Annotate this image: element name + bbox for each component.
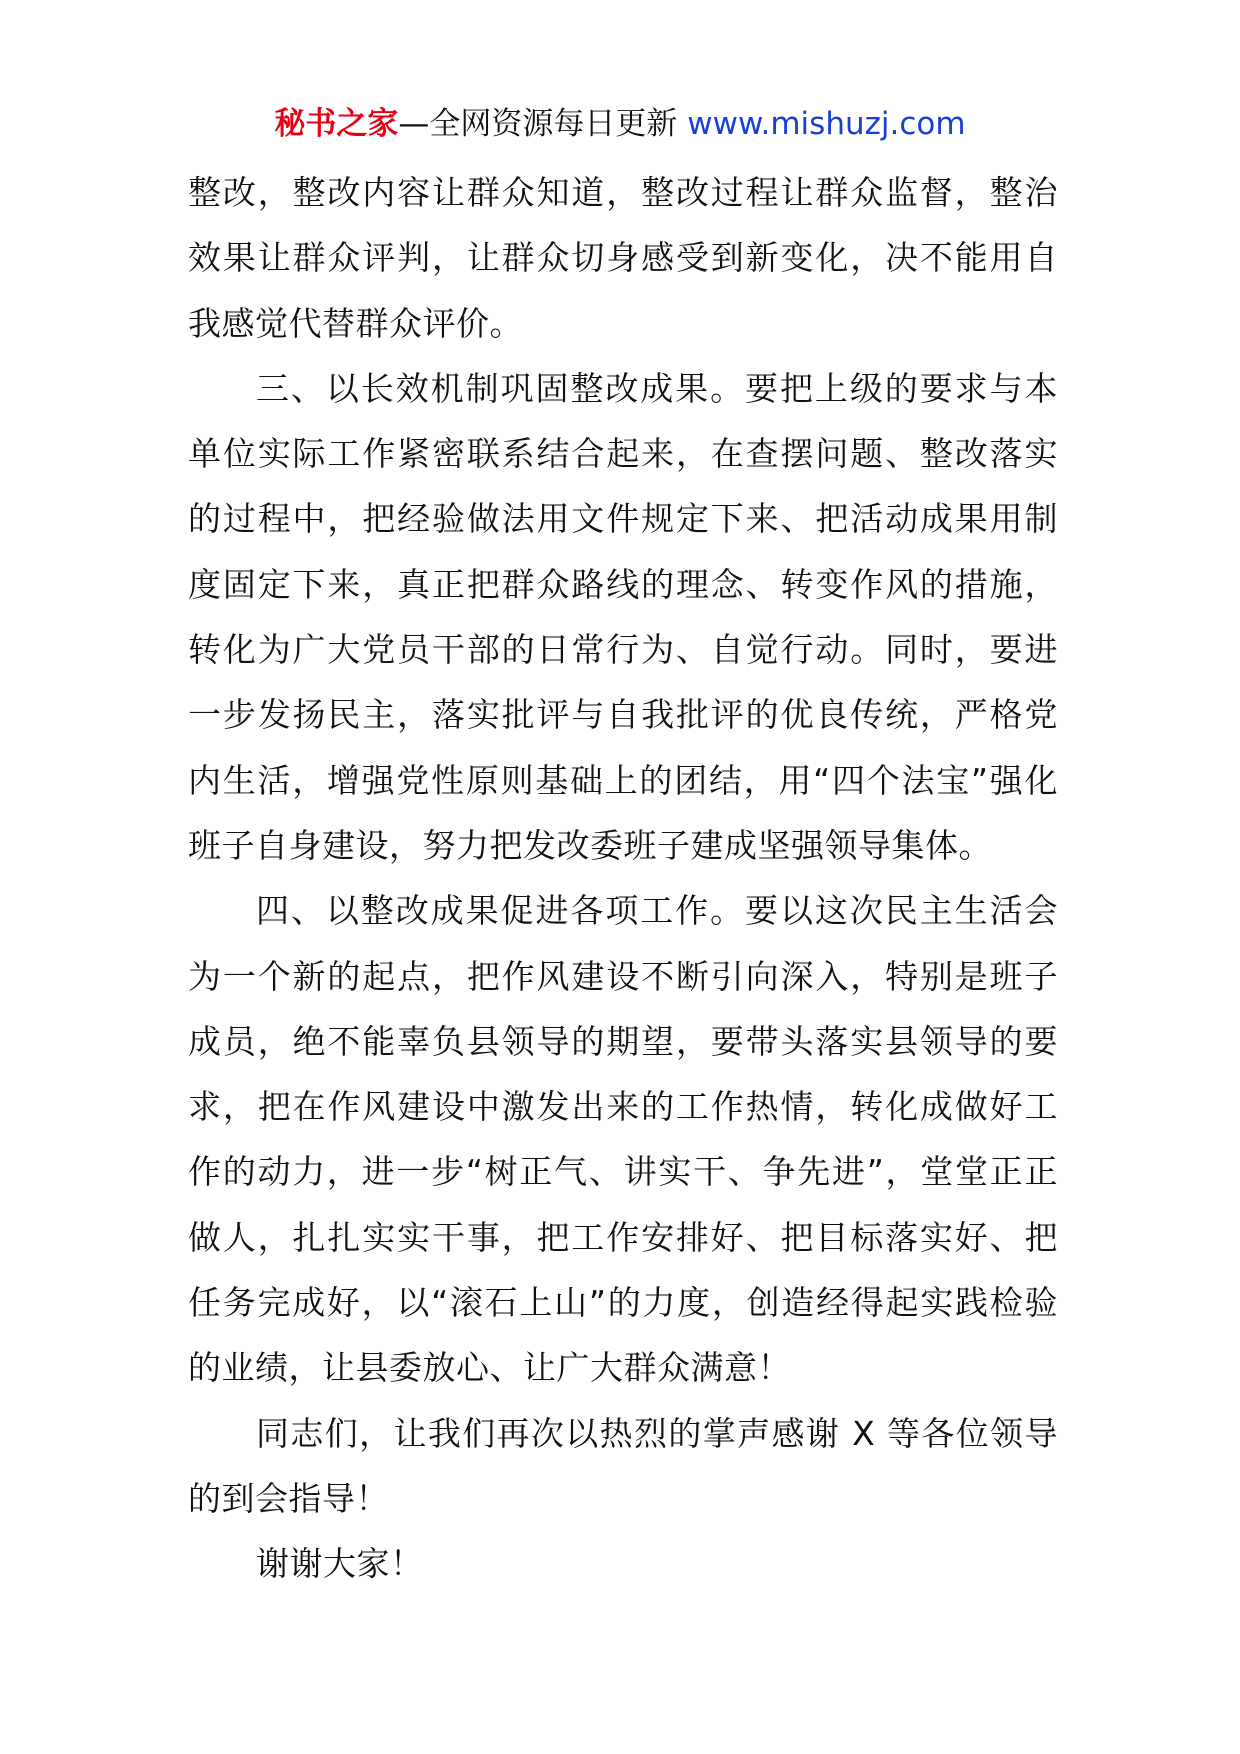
- paragraph-thanks-leaders: 同志们，让我们再次以热烈的掌声感谢 X 等各位领导的到会指导！: [188, 1413, 1058, 1518]
- paragraph-thanks-all: 谢谢大家！: [256, 1544, 424, 1584]
- paragraph-section-four: 四、以整改成果促进各项工作。要以这次民主生活会为一个新的起点，把作风建设不断引向深入，特别是班子成员，绝不能辜负县领导的期望，要带头落实县领导的要求，把在作风建设中激发出来的工作热情，转化成做好工作的动力，进一步“树正气、讲实干、争先进”，堂堂正正做人，扎扎实实干事，把工作安排好、把目标落实好、把任务完成好，以“滚石上山”的力度，创造经得起实践检验的业绩，让县委放心、让广大群众满意！: [188, 891, 1058, 1388]
- site-brand: 秘书之家: [274, 106, 399, 142]
- paragraph-section-three: 三、以长效机制巩固整改成果。要把上级的要求与本单位实际工作紧密联系结合起来，在查摆问题、整改落实的过程中，把经验做法用文件规定下来、把活动成果用制度固定下来，真正把群众路线的理念、转变作风的措施，转化为广大党员干部的日常行为、自觉行动。同时，要进一步发扬民主，落实批评与自我批评的优良传统，严格党内生活，增强党性原则基础上的团结，用“四个法宝”强化班子自身建设，努力把发改委班子建成坚强领导集体。: [188, 368, 1058, 865]
- paragraph-continuation: 整改，整改内容让群众知道，整改过程让群众监督，整治效果让群众评判，让群众切身感受到新变化，决不能用自我感觉代替群众评价。: [188, 173, 1058, 343]
- site-url[interactable]: www.mishuzj.com: [687, 106, 966, 142]
- site-header: [0, 100, 1240, 148]
- document-body: [188, 160, 1058, 1597]
- site-slogan: —全网资源每日更新: [398, 106, 688, 142]
